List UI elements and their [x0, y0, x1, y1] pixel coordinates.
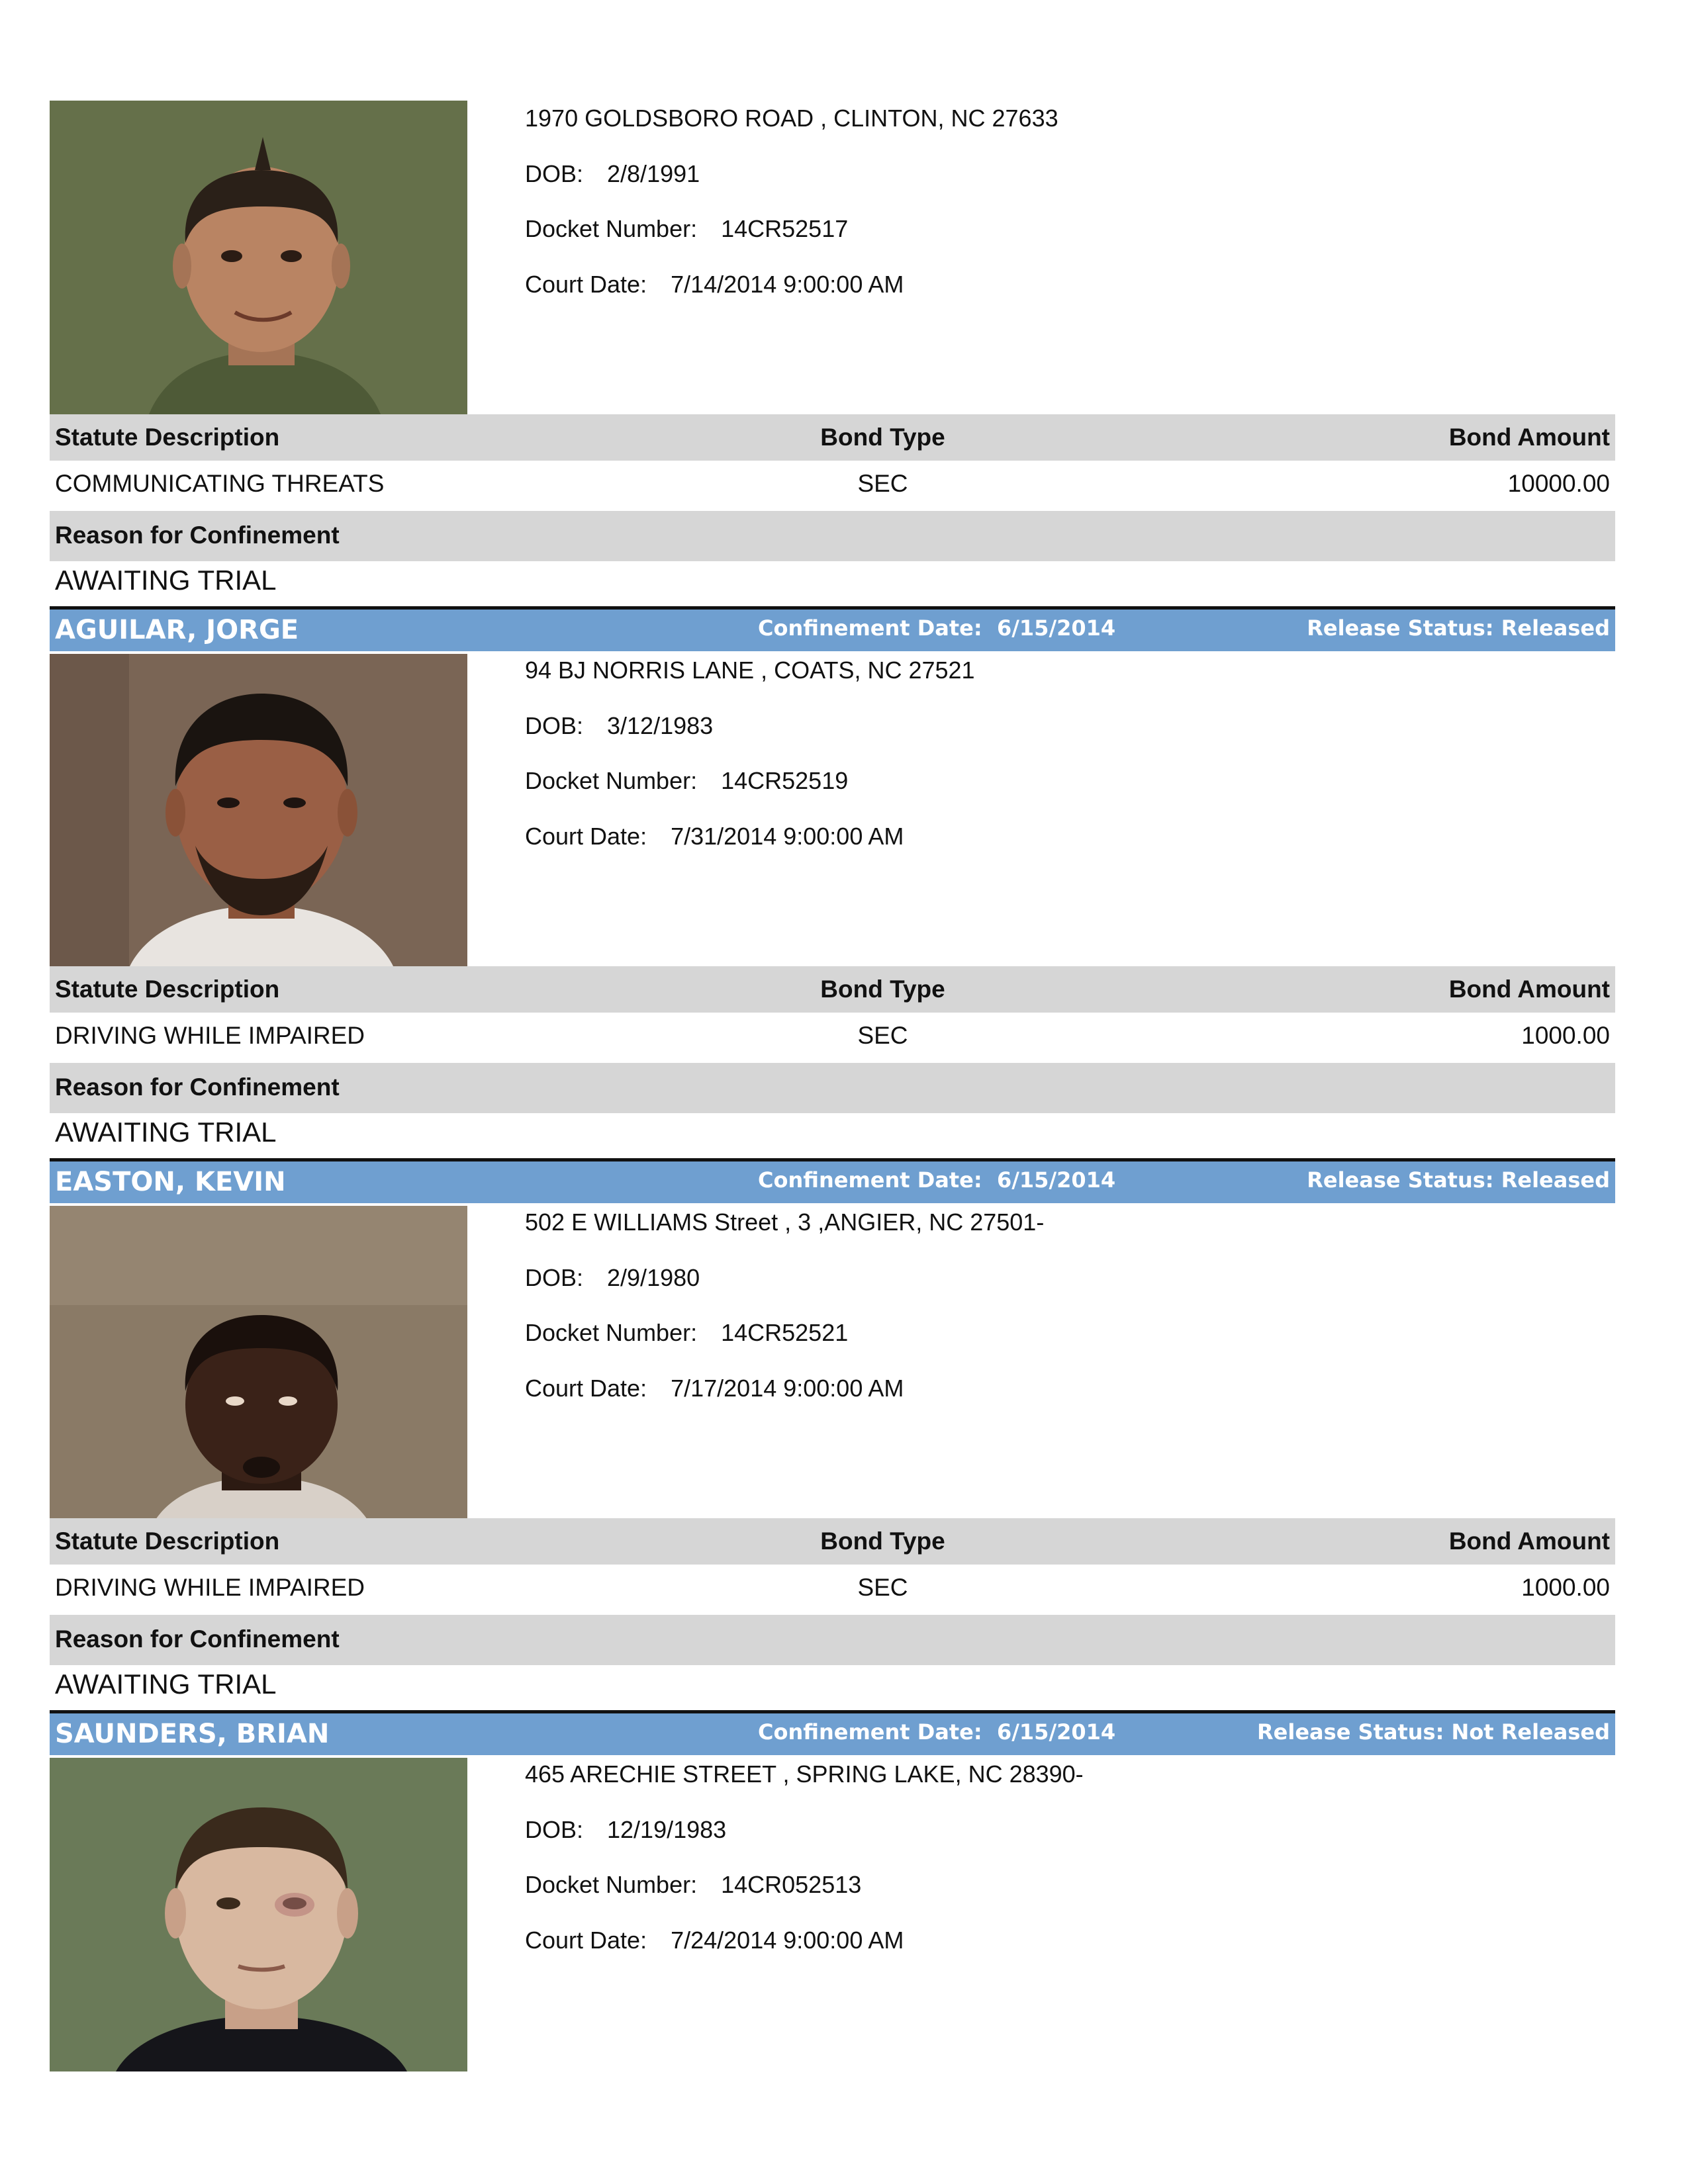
- statute-value: DRIVING WHILE IMPAIRED: [55, 1022, 365, 1049]
- dob-line: DOB: 3/12/1983: [525, 712, 714, 739]
- inmate-name: AGUILAR, JORGE: [55, 615, 299, 645]
- charge-header: [50, 966, 1615, 1013]
- bond-type-value: SEC: [857, 470, 908, 497]
- dob-line: DOB: 2/9/1980: [525, 1264, 700, 1291]
- confinement-date: Confinement Date: 6/15/2014: [758, 1719, 1116, 1745]
- statute-header: Statute Description: [55, 1527, 280, 1555]
- docket-line: Docket Number: 14CR52521: [525, 1319, 849, 1346]
- docket-line: Docket Number: 14CR52517: [525, 215, 849, 242]
- inmate-header: [50, 1710, 1615, 1755]
- charge-row: [50, 1013, 1615, 1056]
- docket-value: 14CR52519: [721, 767, 849, 794]
- confinement-date: Confinement Date: 6/15/2014: [758, 615, 1116, 641]
- confinement-date: Confinement Date: 6/15/2014: [758, 1167, 1116, 1193]
- reason-header: Reason for Confinement: [50, 1063, 1615, 1113]
- inmate-header: [50, 1158, 1615, 1203]
- court-date-value: 7/14/2014 9:00:00 AM: [671, 271, 904, 298]
- address: 94 BJ NORRIS LANE , COATS, NC 27521: [525, 657, 975, 684]
- docket-line: Docket Number: 14CR52519: [525, 767, 849, 794]
- bond-type-header: Bond Type: [820, 424, 945, 451]
- bond-amount-header: Bond Amount: [1448, 424, 1610, 451]
- dob-line: DOB: 12/19/1983: [525, 1816, 727, 1843]
- bond-amount-header: Bond Amount: [1448, 1527, 1610, 1555]
- court-date-line: Court Date: 7/14/2014 9:00:00 AM: [525, 271, 904, 298]
- dob-value: 12/19/1983: [607, 1816, 727, 1843]
- release-status: Release Status: Released: [1307, 1167, 1610, 1193]
- mugshot-photo: [50, 1206, 467, 1520]
- statute-header: Statute Description: [55, 424, 280, 451]
- address: 502 E WILLIAMS Street , 3 ,ANGIER, NC 27501-: [525, 1208, 1045, 1236]
- court-date-value: 7/24/2014 9:00:00 AM: [671, 1927, 904, 1954]
- inmate-name: EASTON, KEVIN: [55, 1167, 286, 1197]
- reason-header: Reason for Confinement: [50, 1615, 1615, 1665]
- reason-header: Reason for Confinement: [50, 511, 1615, 561]
- bond-type-header: Bond Type: [820, 1527, 945, 1555]
- address: 1970 GOLDSBORO ROAD , CLINTON, NC 27633: [525, 105, 1058, 132]
- statute-value: COMMUNICATING THREATS: [55, 470, 385, 497]
- dob-line: DOB: 2/8/1991: [525, 160, 700, 187]
- court-date-line: Court Date: 7/31/2014 9:00:00 AM: [525, 823, 904, 850]
- court-date-line: Court Date: 7/24/2014 9:00:00 AM: [525, 1927, 904, 1954]
- charge-row: [50, 461, 1615, 504]
- court-date-line: Court Date: 7/17/2014 9:00:00 AM: [525, 1375, 904, 1402]
- reason-value: AWAITING TRIAL: [55, 565, 277, 596]
- bond-type-header: Bond Type: [820, 976, 945, 1003]
- bond-type-value: SEC: [857, 1574, 908, 1601]
- bond-amount-value: 10000.00: [1507, 470, 1610, 497]
- inmate-name: SAUNDERS, BRIAN: [55, 1719, 330, 1749]
- charge-header: [50, 1518, 1615, 1565]
- mugshot-photo: [50, 1758, 467, 2071]
- charge-header: [50, 414, 1615, 461]
- dob-value: 2/9/1980: [607, 1264, 700, 1291]
- release-status: Release Status: Not Released: [1257, 1719, 1610, 1745]
- dob-value: 3/12/1983: [607, 712, 714, 739]
- bond-amount-value: 1000.00: [1521, 1574, 1610, 1601]
- mugshot-photo: [50, 654, 467, 968]
- statute-value: DRIVING WHILE IMPAIRED: [55, 1574, 365, 1601]
- court-date-value: 7/17/2014 9:00:00 AM: [671, 1375, 904, 1402]
- address: 465 ARECHIE STREET , SPRING LAKE, NC 28390-: [525, 1760, 1084, 1788]
- mugshot-photo: [50, 101, 467, 414]
- court-date-value: 7/31/2014 9:00:00 AM: [671, 823, 904, 850]
- bond-amount-value: 1000.00: [1521, 1022, 1610, 1049]
- bond-amount-header: Bond Amount: [1448, 976, 1610, 1003]
- release-status: Release Status: Released: [1307, 615, 1610, 641]
- docket-line: Docket Number: 14CR052513: [525, 1871, 862, 1898]
- reason-value: AWAITING TRIAL: [55, 1116, 277, 1148]
- charge-row: [50, 1565, 1615, 1608]
- docket-value: 14CR52521: [721, 1319, 849, 1346]
- inmate-header: [50, 606, 1615, 651]
- dob-value: 2/8/1991: [607, 160, 700, 187]
- reason-value: AWAITING TRIAL: [55, 1668, 277, 1700]
- docket-value: 14CR052513: [721, 1871, 862, 1898]
- docket-value: 14CR52517: [721, 215, 849, 242]
- statute-header: Statute Description: [55, 976, 280, 1003]
- bond-type-value: SEC: [857, 1022, 908, 1049]
